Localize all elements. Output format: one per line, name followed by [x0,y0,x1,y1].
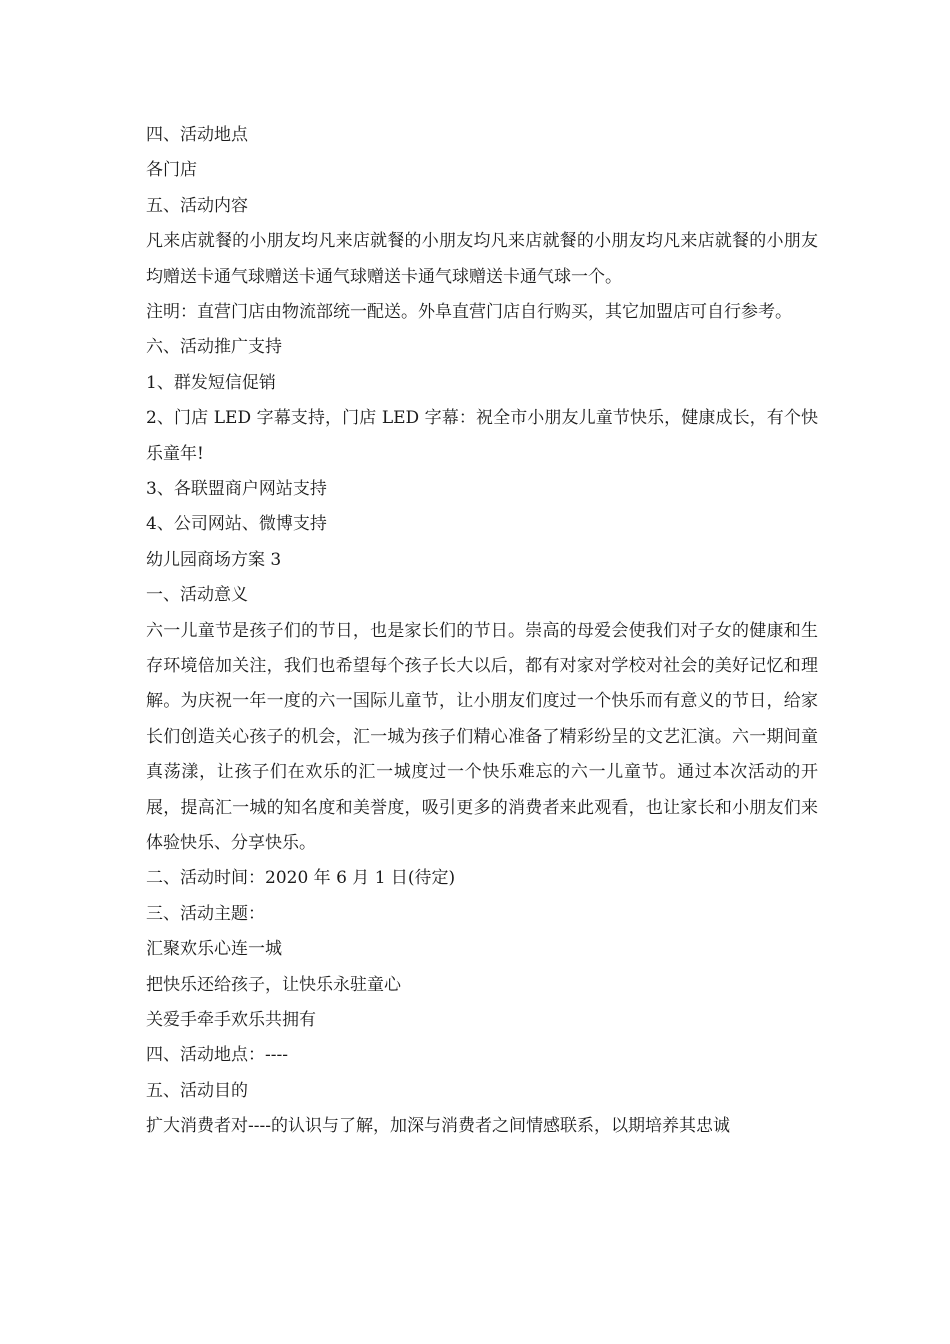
plan3-s1-heading: 一、活动意义 [146,585,248,606]
plan3-title: 幼儿园商场方案 3 [146,549,282,570]
section5-content: 凡来店就餐的小朋友均凡来店就餐的小朋友均凡来店就餐的小朋友均凡来店就餐的小朋友均赠送卡通气球赠送卡通气球赠送卡通气球赠送卡通气球一个。 [146,231,818,287]
theme-item: 关爱手牵手欢乐共拥有 [146,1009,316,1030]
theme-item: 汇聚欢乐心连一城 [146,939,282,960]
plan3-s2: 二、活动时间：2020 年 6 月 1 日(待定) [146,868,456,889]
section5-heading: 五、活动内容 [146,195,248,216]
section6-heading: 六、活动推广支持 [146,337,282,358]
support-item: 4、公司网站、微博支持 [146,514,327,535]
section4-value: 各门店 [146,160,197,181]
theme-item: 把快乐还给孩子，让快乐永驻童心 [146,974,401,995]
plan3-s5-heading: 五、活动目的 [146,1080,248,1101]
plan3-s5-content: 扩大消费者对----的认识与了解，加深与消费者之间情感联系，以期培养其忠诚 [146,1116,730,1137]
support-item: 2、门店 LED 字幕支持，门店 LED 字幕：祝全市小朋友儿童节快乐，健康成长，有个快乐童年! [146,408,818,464]
section4-heading: 四、活动地点 [146,125,248,145]
support-item: 1、群发短信促销 [146,372,276,393]
plan3-s1-content: 六一儿童节是孩子们的节日，也是家长们的节日。崇高的母爱会使我们对子女的健康和生存环境倍加关注，我们也希望每个孩子长大以后，都有对家对学校对社会的美好记忆和理解。为庆祝一年一度的六一国际儿童节，让小朋友们度过一个快乐而有意义的节日，给家长们创造关心孩子的机会，汇一城为孩子们精心准备了精彩纷呈的文艺汇演。六一期间童真荡漾，让孩子们在欢乐的汇一城度过一个快乐难忘的六一儿童节。通过本次活动的开展，提高汇一城的知名度和美誉度，吸引更多的消费者来此观看，也让家长和小朋友们来体验快乐、分享快乐。 [146,620,818,853]
plan3-s3-heading: 三、活动主题： [146,903,265,924]
plan3-s4: 四、活动地点：---- [146,1045,288,1066]
document-page [146,118,818,1145]
support-item: 3、各联盟商户网站支持 [146,478,327,499]
section5-note: 注明：直营门店由物流部统一配送。外阜直营门店自行购买，其它加盟店可自行参考。 [146,301,792,322]
